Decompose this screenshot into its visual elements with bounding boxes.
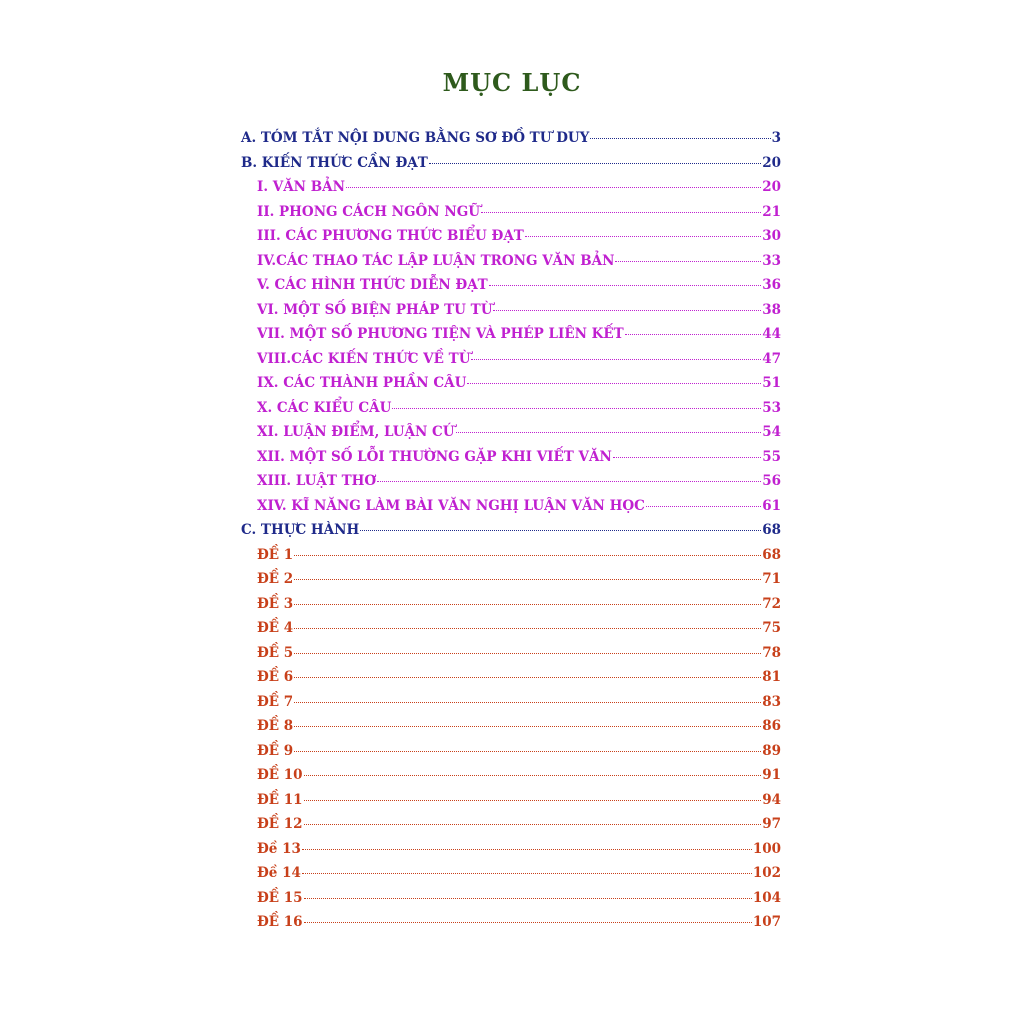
toc-entry-label: IV.CÁC THAO TÁC LẬP LUẬN TRONG VĂN BẢN: [257, 252, 615, 269]
dot-leader: [304, 800, 762, 801]
toc-entry[interactable]: [257, 179, 781, 199]
toc-entry-page-number: 44: [762, 326, 781, 342]
toc-entry-label: ĐỀ 4: [257, 620, 294, 636]
toc-entry[interactable]: [257, 424, 781, 444]
dot-leader: [346, 187, 761, 188]
toc-entry-label: VII. MỘT SỐ PHƯƠNG TIỆN VÀ PHÉP LIÊN KẾT: [257, 326, 624, 342]
toc-entry[interactable]: [257, 914, 781, 934]
toc-entry-page-number: 47: [762, 350, 781, 367]
toc-entry[interactable]: [257, 596, 781, 616]
toc-entry-label: II. PHONG CÁCH NGÔN NGỮ: [257, 203, 480, 220]
toc-entry-page-number: 21: [762, 203, 781, 220]
dot-leader: [613, 457, 761, 458]
toc-entry-page-number: 51: [762, 375, 781, 391]
dot-leader: [493, 310, 761, 311]
toc-entry-page-number: 68: [762, 546, 781, 563]
toc-entry[interactable]: [257, 449, 781, 469]
toc-entry-label: ĐỀ 3: [257, 595, 294, 612]
toc-entry[interactable]: [257, 694, 781, 714]
toc-entry-page-number: 61: [762, 497, 781, 514]
toc-entry-label: ĐỀ 5: [257, 644, 294, 661]
toc-entry[interactable]: [257, 400, 781, 420]
toc-entry[interactable]: [241, 522, 781, 542]
toc-entry[interactable]: [257, 326, 781, 346]
toc-entry[interactable]: [257, 473, 781, 493]
toc-entry[interactable]: [257, 228, 781, 248]
toc-entry-page-number: 20: [762, 179, 781, 195]
dot-leader: [294, 751, 761, 752]
toc-entry-page-number: 81: [762, 669, 781, 685]
toc-entry[interactable]: [257, 767, 781, 787]
toc-entry-label: X. CÁC KIỂU CÂU: [257, 399, 392, 416]
dot-leader: [525, 236, 761, 237]
toc-entry-page-number: 97: [762, 816, 781, 832]
toc-entry-label: V. CÁC HÌNH THỨC DIỄN ĐẠT: [257, 277, 488, 293]
dot-leader: [471, 359, 761, 360]
toc-entry-page-number: 30: [762, 228, 781, 244]
toc-entry-page-number: 20: [762, 154, 781, 171]
dot-leader: [429, 163, 761, 164]
toc-entry-label: I. VĂN BẢN: [257, 179, 345, 195]
toc-entry-label: C. THỰC HÀNH: [241, 522, 360, 538]
toc-entry-page-number: 71: [762, 571, 781, 587]
toc-entry[interactable]: [257, 645, 781, 665]
toc-entry-label: ĐỀ 6: [257, 669, 294, 685]
toc-entry[interactable]: [257, 865, 781, 885]
dot-leader: [304, 898, 752, 899]
page-title: MỤC LỤC: [442, 68, 582, 97]
toc-entry[interactable]: [257, 816, 781, 836]
toc-entry-label: A. TÓM TẮT NỘI DUNG BẰNG SƠ ĐỒ TƯ DUY: [241, 130, 590, 146]
toc-entry-label: ĐỀ 12: [257, 816, 303, 832]
dot-leader: [625, 334, 761, 335]
toc-entry-label: XIII. LUẬT THƠ: [257, 473, 377, 489]
toc-entry[interactable]: [257, 351, 781, 371]
dot-leader: [294, 628, 761, 629]
dot-leader: [590, 138, 770, 139]
toc-entry-page-number: 56: [762, 473, 781, 489]
toc-entry[interactable]: [257, 743, 781, 763]
toc-entry[interactable]: [257, 890, 781, 910]
toc-entry-label: ĐỀ 2: [257, 571, 294, 587]
toc-entry-label: III. CÁC PHƯƠNG THỨC BIỂU ĐẠT: [257, 228, 524, 244]
toc-entry-label: XIV. KĨ NĂNG LÀM BÀI VĂN NGHỊ LUẬN VĂN HỌC: [257, 497, 645, 514]
toc-entry-label: ĐỀ 10: [257, 767, 303, 783]
toc-entry-label: XII. MỘT SỐ LỖI THƯỜNG GẶP KHI VIẾT VĂN: [257, 448, 612, 465]
toc-entry-label: Đề 13: [257, 840, 301, 857]
dot-leader: [294, 653, 761, 654]
toc-entry-page-number: 68: [762, 522, 781, 538]
dot-leader: [304, 922, 752, 923]
toc-entry-page-number: 72: [762, 595, 781, 612]
toc-entry-label: VIII.CÁC KIẾN THỨC VỀ TỪ: [257, 350, 471, 367]
toc-entry[interactable]: [257, 302, 781, 322]
toc-entry-page-number: 33: [762, 252, 781, 269]
toc-entry-page-number: 89: [762, 742, 781, 759]
toc-entry-page-number: 83: [762, 693, 781, 710]
dot-leader: [467, 383, 761, 384]
dot-leader: [294, 579, 761, 580]
dot-leader: [489, 285, 761, 286]
toc-entry[interactable]: [257, 669, 781, 689]
toc-entry[interactable]: [257, 571, 781, 591]
toc-entry-label: ĐỀ 9: [257, 742, 294, 759]
toc-entry-page-number: 53: [762, 399, 781, 416]
toc-entry[interactable]: [257, 718, 781, 738]
toc-entry[interactable]: [257, 498, 781, 518]
toc-entry[interactable]: [257, 253, 781, 273]
toc-entry-label: ĐỀ 11: [257, 791, 303, 808]
toc-entry-page-number: 78: [762, 644, 781, 661]
dot-leader: [481, 212, 761, 213]
dot-leader: [360, 530, 761, 531]
toc-entry-label: ĐỀ 8: [257, 718, 294, 734]
toc-entry-label: Đề 14: [257, 865, 301, 881]
toc-entry-page-number: 86: [762, 718, 781, 734]
dot-leader: [302, 873, 752, 874]
toc-entry-label: ĐỀ 1: [257, 546, 294, 563]
toc-entry[interactable]: [257, 204, 781, 224]
toc-entry-label: XI. LUẬN ĐIỂM, LUẬN CỨ: [257, 424, 455, 440]
toc-entry-page-number: 38: [762, 301, 781, 318]
toc-entry-page-number: 104: [752, 889, 781, 906]
dot-leader: [294, 702, 761, 703]
dot-leader: [302, 849, 752, 850]
dot-leader: [646, 506, 761, 507]
dot-leader: [294, 555, 761, 556]
dot-leader: [304, 775, 762, 776]
dot-leader: [294, 677, 761, 678]
toc-entry[interactable]: [257, 547, 781, 567]
toc-entry[interactable]: [257, 841, 781, 861]
toc-entry[interactable]: [257, 277, 781, 297]
toc-entry-page-number: 75: [762, 620, 781, 636]
dot-leader: [456, 432, 762, 433]
toc-entry[interactable]: [241, 155, 781, 175]
toc-entry-label: ĐỀ 15: [257, 889, 303, 906]
toc-entry[interactable]: [257, 375, 781, 395]
dot-leader: [294, 726, 761, 727]
toc-entry-label: VI. MỘT SỐ BIỆN PHÁP TU TỪ: [257, 301, 493, 318]
toc-entry-page-number: 107: [752, 914, 781, 930]
dot-leader: [377, 481, 761, 482]
toc-entry-page-number: 36: [762, 277, 781, 293]
toc-entry-page-number: 54: [762, 424, 781, 440]
toc-entry-label: ĐỀ 7: [257, 693, 294, 710]
toc-entry-page-number: 55: [762, 448, 781, 465]
toc-entry-page-number: 94: [762, 791, 781, 808]
dot-leader: [615, 261, 761, 262]
toc-entry[interactable]: [241, 130, 781, 150]
toc-entry-page-number: 91: [762, 767, 781, 783]
toc-entry[interactable]: [257, 792, 781, 812]
dot-leader: [294, 604, 761, 605]
dot-leader: [392, 408, 761, 409]
toc-entry-page-number: 3: [771, 130, 781, 146]
toc-entry-label: IX. CÁC THÀNH PHẦN CÂU: [257, 375, 467, 391]
dot-leader: [304, 824, 762, 825]
toc-entry[interactable]: [257, 620, 781, 640]
toc-entry-label: B. KIẾN THỨC CẦN ĐẠT: [241, 154, 428, 171]
toc-entry-label: ĐỀ 16: [257, 914, 303, 930]
toc-entry-page-number: 102: [752, 865, 781, 881]
toc-entry-page-number: 100: [752, 840, 781, 857]
